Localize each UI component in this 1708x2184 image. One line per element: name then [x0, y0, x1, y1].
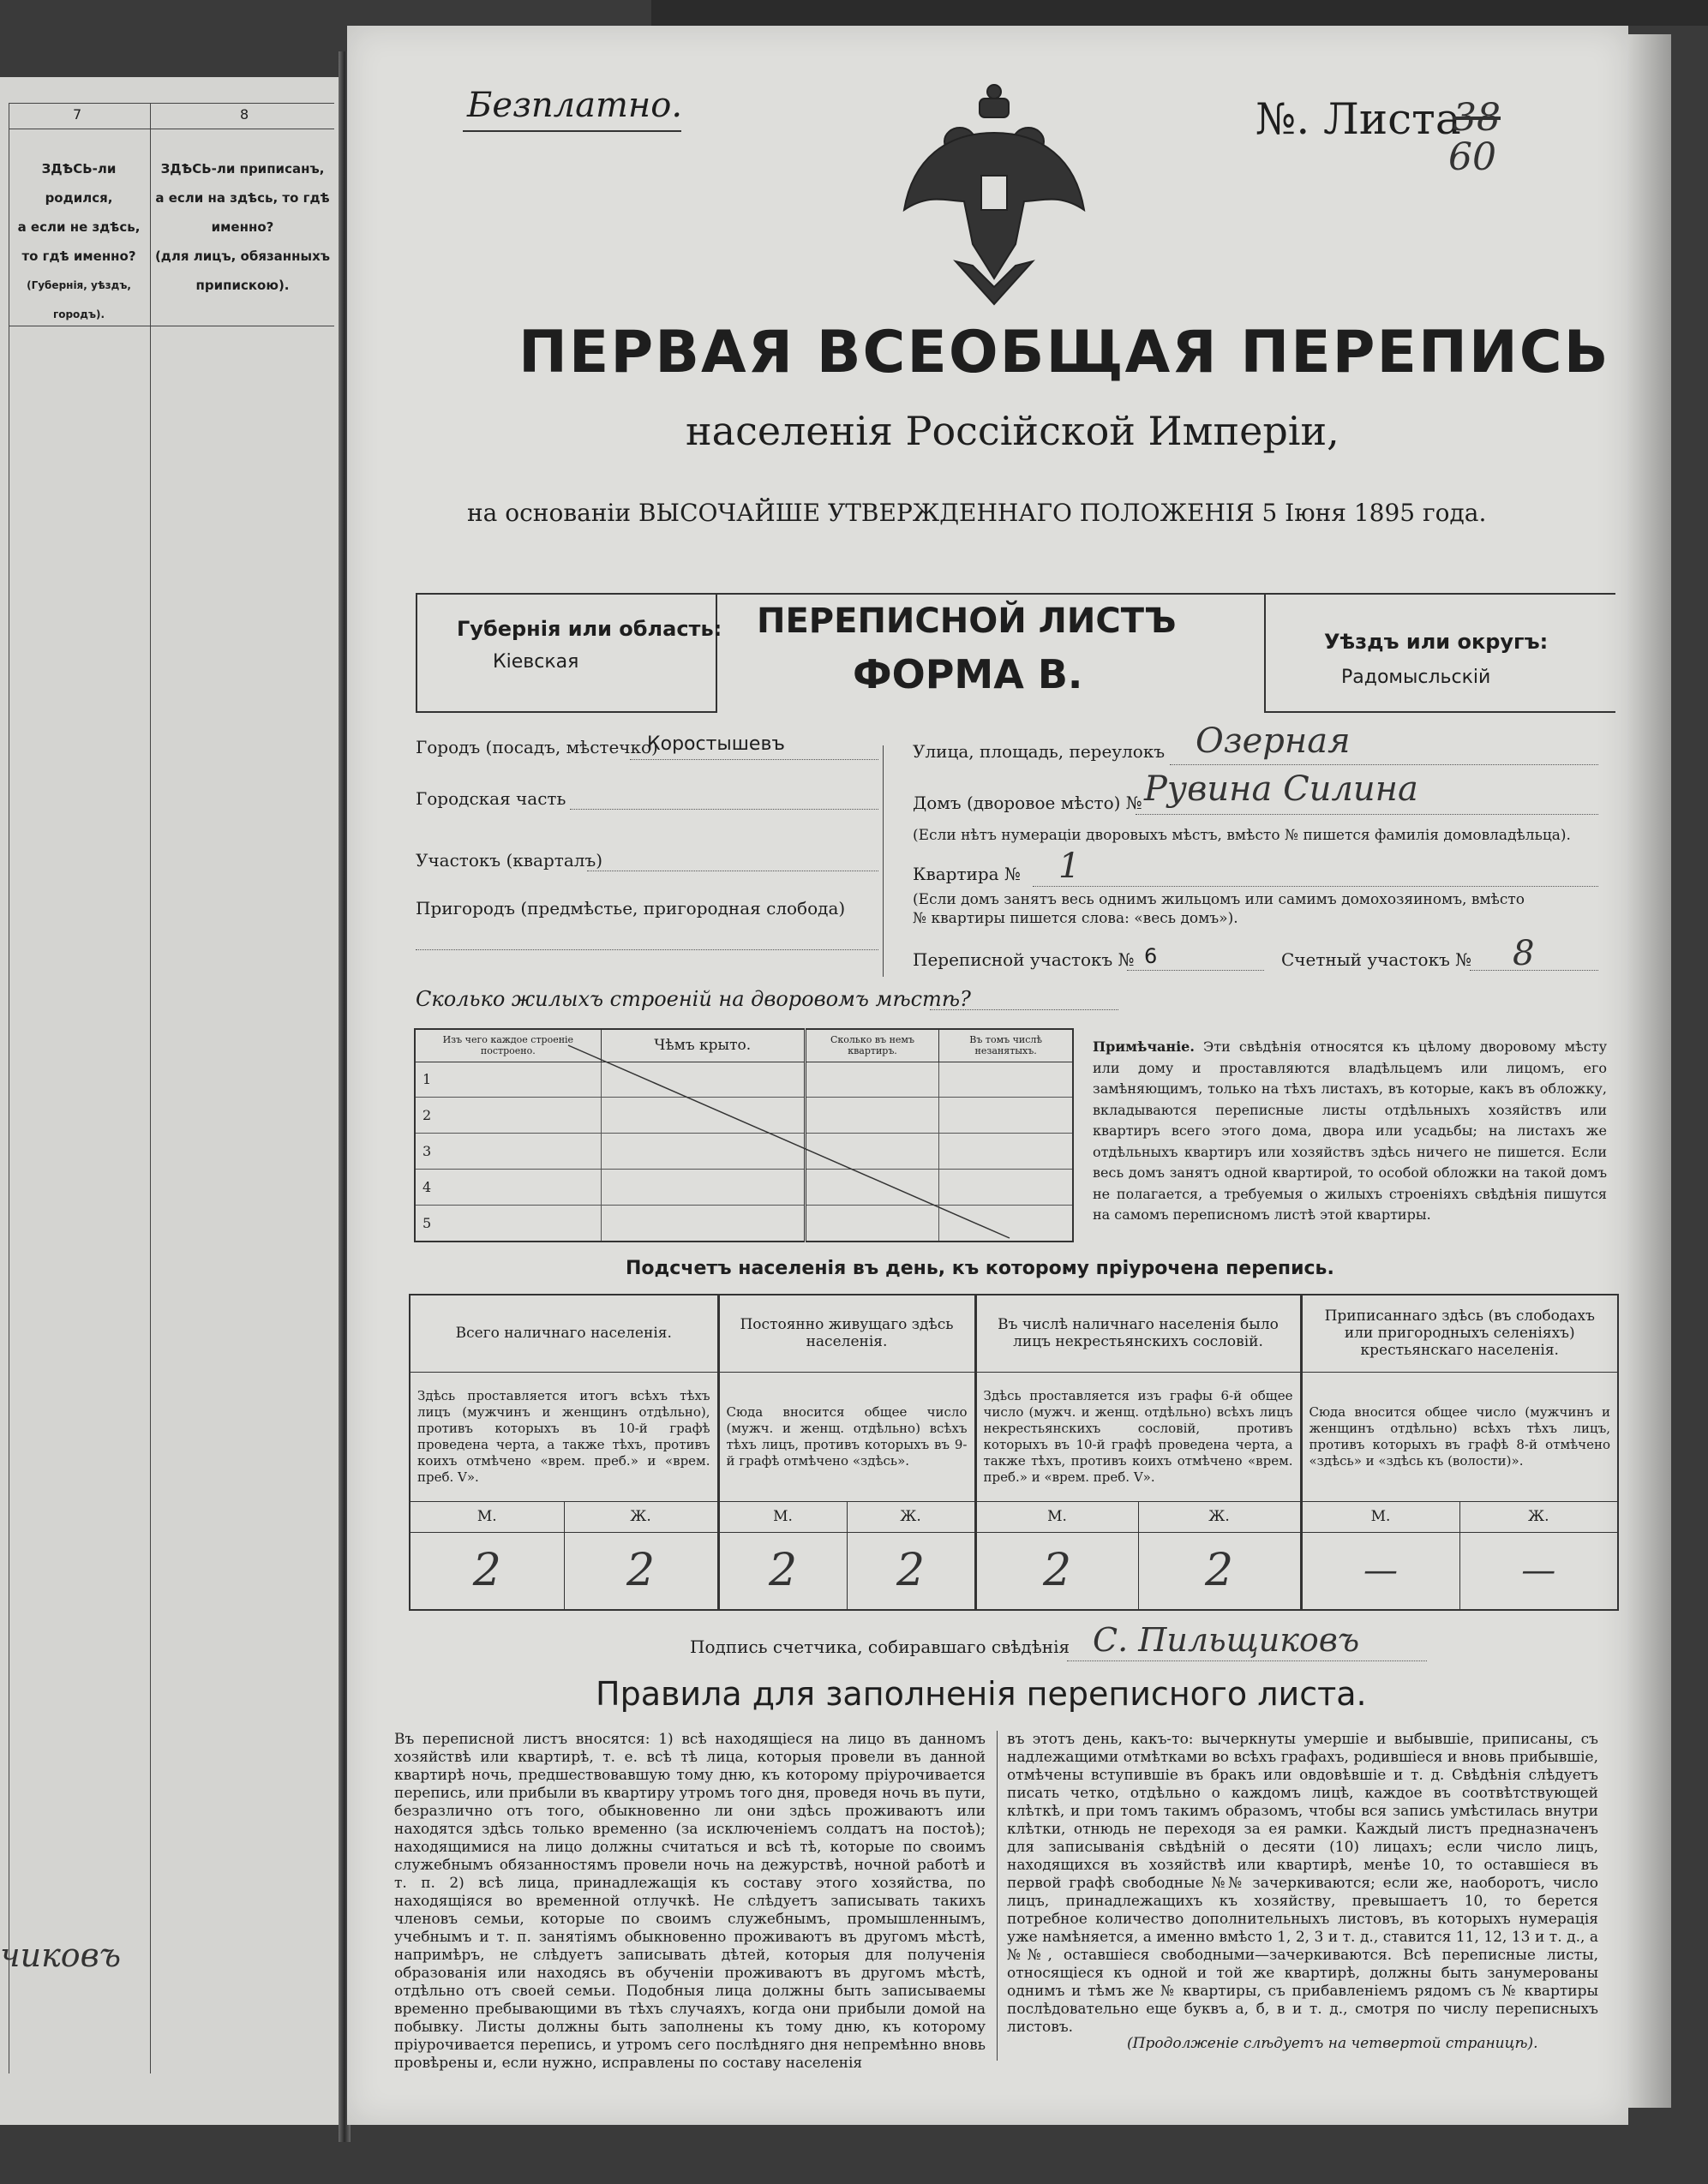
tally-value: 2 [564, 1532, 718, 1610]
district-label: Участокъ (кварталъ) [416, 850, 602, 871]
city-part-field [570, 809, 878, 810]
enumerator-signature-label: Подпись счетчика, собиравшаго свѣдѣнія [690, 1637, 1070, 1657]
buildings-row-number: 3 [415, 1134, 601, 1170]
sheet-type: ПЕРЕПИСНОЙ ЛИСТЪ [757, 601, 1177, 641]
buildings-header: Въ томъ числѣ незанятыхъ. [939, 1029, 1073, 1062]
apartment-value: 1 [1058, 847, 1081, 886]
suburb-label: Пригородъ (предмѣстье, пригородная слобода) [416, 898, 846, 918]
buildings-header: Сколько въ немъ квартиръ. [805, 1029, 939, 1062]
rules-left-column: Въ переписной листъ вносятся: 1) всѣ находящіеся на лицо въ данномъ хозяйствѣ или квартирѣ, т. е. всѣ тѣ лица, которыя провели въ данной квартирѣ ночь, предшествовавшую тому дню, къ которому пріурочивается перепись, или прибыли въ квартиру утромъ того дня, проведя ночь въ пути, безразлично отъ того, обыкновенно ли они здѣсь проживаютъ или находятся здѣсь только временно (за исключеніемъ солдатъ на постоѣ); находящимися на лицо должны считаться и всѣ тѣ, которые по своимъ служебнымъ обязанностямъ провели ночь на дежурствѣ, ночной работѣ и т. п. 2) всѣ лица, принадлежащія къ составу этого хозяйства, по находящіяся во временной отлучкѣ. Не слѣдуетъ записывать такихъ членовъ семьи, которые по своимъ служебнымъ, промышленнымъ, учебнымъ и т. п. занятіямъ обыкновенно проживаютъ въ другомъ мѣстѣ, напримѣръ, не слѣдуетъ записывать дѣтей, которыя для полученія образованія или находясь въ обученіи проживаютъ въ другомъ мѣстѣ, отдѣльно отъ своей семьи. Подобныя лица должны быть записываемы временно пребывающими въ тѣхъ случаяхъ, когда они прибыли домой на побывку. Листы должны быть заполнены къ тому дню, къ которому пріурочивается перепись, и утромъ сего послѣдняго дня непремѣнно вновь провѣрены и, если нужно, исправлены по составу населенія [394, 1731, 986, 2072]
divider [150, 103, 151, 2073]
buildings-question: Сколько жилыхъ строеній на дворовомъ мѣстѣ? [416, 987, 971, 1011]
tally-header: Приписаннаго здѣсь (въ слободахъ или пригородныхъ селеніяхъ) крестьянскаго населенія. [1301, 1295, 1618, 1372]
house-value: Рувина Силина [1144, 769, 1418, 809]
gubernia-label: Губернія или область: [457, 617, 722, 641]
buildings-row-number: 5 [415, 1205, 601, 1242]
tally-value: 2 [410, 1532, 564, 1610]
house-field [1136, 814, 1598, 815]
street-label: Улица, площадь, переулокъ [913, 741, 1166, 762]
count-district-label: Счетный участокъ № [1281, 949, 1472, 970]
strike-line [414, 1028, 1074, 1242]
census-district-value: 6 [1144, 944, 1158, 968]
divider [9, 103, 334, 104]
buildings-note [1093, 1037, 1607, 1226]
male-label: М. [410, 1501, 564, 1532]
header-line: именно? [211, 219, 274, 235]
column-8-header [153, 154, 333, 300]
note-text: Эти свѣдѣнія относятся къ цѣлому дворовому мѣсту или дому и проставляются владѣльцемъ или лицомъ, его замѣняющимъ, только на тѣхъ листахъ, въ которые, какъ въ обложку, вкладываются переписные листы отдѣльныхъ хозяйствъ или квартиръ всего этого дома, двора или усадьбы; на листахъ же отдѣльныхъ квартиръ или хозяйствъ здѣсь ничего не пишется. Если весь домъ занятъ одной квартирой, то особой обложки на такой домъ не полагается, а требуемыя о жилыхъ строеніяхъ свѣдѣнія пишутся на самомъ переписномъ листѣ этой квартиры. [1093, 1038, 1607, 1223]
rules-right-column: въ этотъ день, какъ-то: вычеркнуты умершіе и выбывшіе, приписаны, съ надлежащими отмѣтками во всѣхъ графахъ, родившіеся и вновь прибывшіе, отмѣчены вступившіе въ бракъ или овдовѣвшіе и т. д. Свѣдѣнія слѣдуетъ писать четко, отдѣльно о каждомъ лицѣ, каждое въ соотвѣтствующей клѣткѣ, и при томъ такимъ образомъ, чтобы вся запись умѣстилась внутри клѣтки, отнюдь не переходя за ея рамки. Каждый листъ предназначенъ для записыванія свѣдѣній о десяти (10) лицахъ; если число лицъ, находящихся въ хозяйствѣ или квартирѣ, менѣе 10, то оставшіеся въ первой графѣ свободные №№ зачеркиваются; если же, наоборотъ, число лицъ, принадлежащихъ къ хозяйству, превышаетъ 10, то берется потребное количество дополнительныхъ листовъ, въ которыхъ нумерація уже намѣняется, а именно вмѣсто 1, 2, 3 и т. д., ставится 11, 12, 13 и т. д., а №№, оставшіеся свободными—зачеркиваются. Всѣ переписные листы, относящіеся къ одной и той же квартирѣ, должны быть занумерованы однимъ и тѣмъ же № квартиры, съ прибавленіемъ рядомъ съ № квартиры послѣдовательно еще буквъ а, б, в и т. д., смотря по числу переписныхъ листовъ. [1007, 1731, 1598, 2036]
tally-table [409, 1294, 1619, 1611]
column-number: 7 [73, 106, 82, 123]
tally-value: 2 [718, 1532, 847, 1610]
header-line: (для лицъ, обязанныхъ [154, 248, 331, 264]
tally-description: Здѣсь проставляется итогъ всѣхъ тѣхъ лицъ (мужчинъ и женщинъ отдѣльно), противъ которыхъ въ 10-й графѣ проведена черта, а также тѣхъ, противъ коихъ отмѣчено «врем. преб.» и «врем. преб. V». [410, 1372, 718, 1501]
tally-description: Здѣсь проставляется изъ графы 6-й общее число (мужч. и женщ. отдѣльно) всѣхъ лицъ некрестьянскихъ сословій, противъ которыхъ въ 10-й графѣ проведена черта, а также тѣхъ, противъ коихъ отмѣчено «врем. преб.» и «врем. преб. V». [975, 1372, 1301, 1501]
header-line: а если не здѣсь, [17, 219, 141, 235]
apartment-note: (Если домъ занятъ весь однимъ жильцомъ или самимъ домохозяиномъ, вмѣсто [913, 891, 1525, 908]
house-note: (Если нѣтъ нумераціи дворовыхъ мѣстъ, вмѣсто № пишется фамилія домовладѣльца). [913, 827, 1571, 844]
apartment-note: № квартиры пишется слова: «весь домъ»). [913, 910, 1238, 927]
underline [463, 130, 681, 132]
tally-value: — [1459, 1532, 1618, 1610]
header-line: то гдѣ именно? [21, 248, 136, 264]
tally-header: Всего наличнаго населенія. [410, 1295, 718, 1372]
house-label: Домъ (дворовое мѣсто) № [913, 793, 1142, 813]
handwritten-fragment: чиковъ [0, 1936, 122, 1974]
census-sheet [347, 26, 1628, 2125]
divider [416, 711, 716, 713]
sheet-number-struck: 38 [1453, 96, 1501, 140]
buildings-header: Чѣмъ крыто. [601, 1029, 805, 1062]
note-title: Примѣчаніе. [1093, 1038, 1195, 1055]
sheet-number-value: 60 [1448, 135, 1496, 179]
city-field [630, 759, 878, 760]
divider [416, 593, 1615, 595]
continued-note: (Продолженіе слѣдуетъ на четвертой страницѣ). [1127, 2035, 1538, 2052]
tally-value: 2 [847, 1532, 975, 1610]
sheet-number-label: №. Листа [1256, 94, 1461, 144]
female-label: Ж. [564, 1501, 718, 1532]
buildings-row-number: 2 [415, 1098, 601, 1134]
page-subtitle: населенія Россійской Имперіи, [686, 408, 1339, 454]
divider [1264, 711, 1615, 713]
tally-value: — [1301, 1532, 1459, 1610]
female-label: Ж. [1459, 1501, 1618, 1532]
header-line: ЗДѢСЬ-ли родился, [41, 161, 117, 206]
census-district-label: Переписной участокъ № [913, 949, 1135, 970]
buildings-header: Изъ чего каждое строеніе построено. [415, 1029, 601, 1062]
buildings-row-number: 4 [415, 1169, 601, 1205]
divider [716, 593, 717, 713]
tally-value: 2 [975, 1532, 1138, 1610]
header-line: припискою). [195, 278, 290, 293]
apartment-label: Квартира № [913, 864, 1021, 884]
buildings-row-number: 1 [415, 1062, 601, 1098]
divider [1264, 593, 1266, 713]
free-label: Безплатно. [467, 86, 683, 125]
divider [416, 593, 417, 713]
header-line: ЗДѢСЬ-ли приписанъ, [160, 161, 325, 177]
uezd-value: Радомысльскій [1341, 667, 1491, 688]
male-label: М. [718, 1501, 847, 1532]
tally-header: Въ числѣ наличнаго населенія было лицъ некрестьянскихъ сословій. [975, 1295, 1301, 1372]
city-part-label: Городская часть [416, 788, 566, 809]
signature-field [1067, 1660, 1427, 1661]
background-edge [651, 0, 1708, 26]
gubernia-value: Кіевская [493, 651, 579, 673]
column-number: 8 [240, 106, 249, 123]
header-line: а если на здѣсь, то гдѣ [155, 190, 330, 206]
rules-title: Правила для заполненія переписного листа. [596, 1675, 1367, 1713]
buildings-question-field [930, 1009, 1118, 1010]
divider [883, 745, 884, 977]
tally-title: Подсчетъ населенія въ день, къ которому пріурочена перепись. [626, 1258, 1334, 1279]
count-district-value: 8 [1513, 934, 1535, 973]
male-label: М. [975, 1501, 1138, 1532]
page-title: ПЕРВАЯ ВСЕОБЩАЯ ПЕРЕПИСЬ [518, 319, 1610, 386]
apartment-field [1033, 886, 1598, 887]
uezd-label: Уѣздъ или округъ: [1324, 630, 1549, 654]
legal-basis: на основаніи ВЫСОЧАЙШЕ УТВЕРЖДЕННАГО ПОЛОЖЕНІЯ 5 Іюня 1895 года. [467, 499, 1487, 527]
column-7-header [10, 154, 147, 329]
page-edge [1628, 34, 1671, 2108]
street-value: Озерная [1196, 721, 1351, 761]
suburb-field [416, 949, 878, 950]
form-letter: ФОРМА В. [853, 651, 1083, 697]
street-field [1170, 764, 1598, 765]
city-value: Коростышевъ [647, 733, 785, 755]
female-label: Ж. [1138, 1501, 1301, 1532]
count-district-field [1470, 970, 1598, 971]
male-label: М. [1301, 1501, 1459, 1532]
divider [997, 1731, 998, 2061]
female-label: Ж. [847, 1501, 975, 1532]
double-headed-eagle-icon [896, 81, 1093, 308]
header-line: (Губернія, уѣздъ, городъ). [27, 279, 131, 320]
left-page [0, 77, 340, 2125]
tally-description: Сюда вносится общее число (мужч. и женщ. отдѣльно) всѣхъ тѣхъ лицъ, противъ которыхъ въ 9-й графѣ отмѣчено «здѣсь». [718, 1372, 975, 1501]
tally-header: Постоянно живущаго здѣсь населенія. [718, 1295, 975, 1372]
city-label: Городъ (посадъ, мѣстечко) [416, 737, 658, 757]
tally-description: Сюда вносится общее число (мужчинъ и женщинъ отдѣльно) всѣхъ тѣхъ лицъ, противъ которыхъ въ графѣ 8-й отмѣчено «здѣсь» и «здѣсь къ (волости)». [1301, 1372, 1618, 1501]
enumerator-signature: С. Пильщиковъ [1093, 1621, 1360, 1659]
tally-value: 2 [1138, 1532, 1301, 1610]
census-district-field [1127, 970, 1264, 971]
